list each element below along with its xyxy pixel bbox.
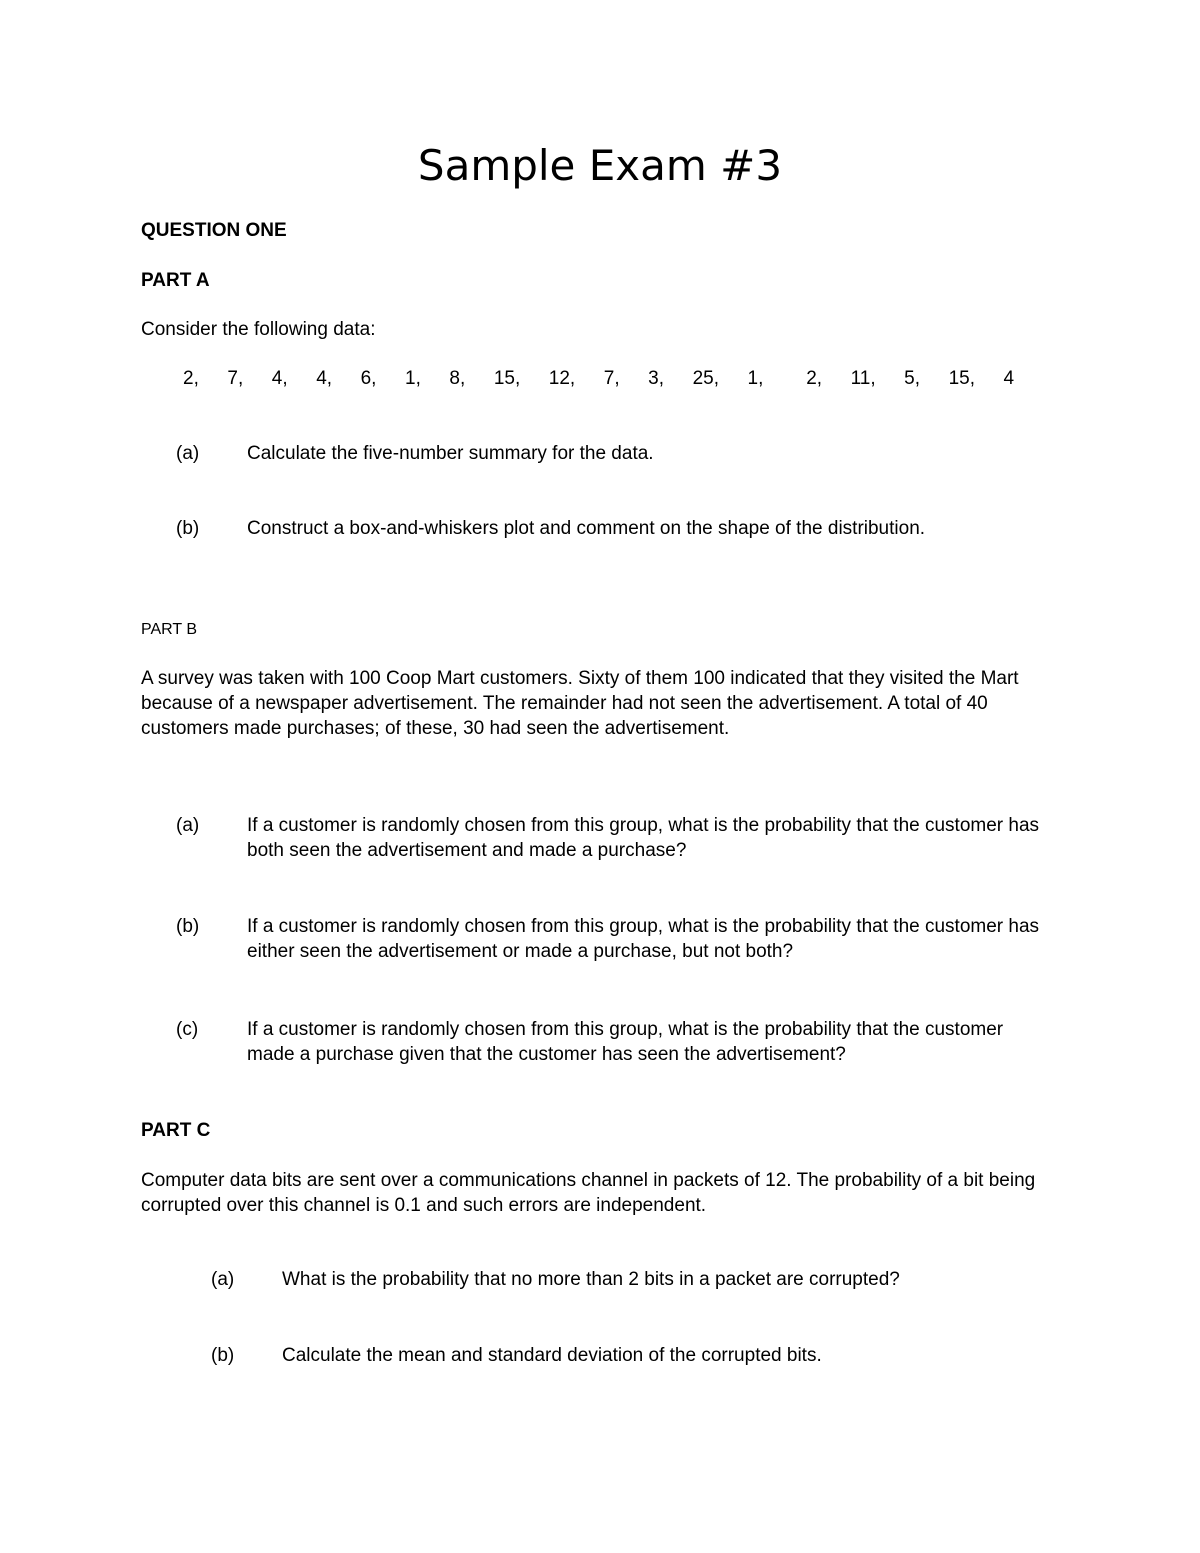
part-c-item-b-label: (b) [211, 1345, 235, 1366]
part-a-data-values: 2, 7, 4, 4, 6, 1, 8, 15, 12, 7, 3, 25, 1, 2, 11, 5, 15, 4 [183, 368, 1015, 389]
page-title: Sample Exam #3 [417, 141, 783, 190]
part-a-heading: PART A [141, 270, 210, 291]
part-b-paragraph: A survey was taken with 100 Coop Mart customers. Sixty of them 100 indicated that they visited the Mart because of a newspaper advertisement. The remainder had not seen the advertisement. A total of 40 customers made purchases; of these, 30 had seen the advertisement. [141, 668, 1019, 739]
part-c-heading: PART C [141, 1120, 211, 1141]
part-c-item-a-label: (a) [211, 1269, 235, 1290]
part-a-item-a-label: (a) [176, 443, 200, 464]
part-b-item-b-text: If a customer is randomly chosen from this group, what is the probability that the customer has either seen the advertisement or made a purchase, but not both? [247, 916, 1040, 962]
question-heading: QUESTION ONE [141, 220, 287, 241]
part-b-heading: PART B [141, 621, 198, 638]
part-c-paragraph: Computer data bits are sent over a communications channel in packets of 12. The probability of a bit being corrupted over this channel is 0.1 and such errors are independent. [141, 1170, 1036, 1216]
part-c-item-b-text: Calculate the mean and standard deviation of the corrupted bits. [282, 1345, 822, 1366]
part-b-item-c-label: (c) [176, 1019, 199, 1040]
part-b-item-a-text: If a customer is randomly chosen from this group, what is the probability that the customer has both seen the advertisement and made a purchase? [247, 815, 1040, 861]
part-a-item-b-label: (b) [176, 518, 200, 539]
part-b-item-c-text: If a customer is randomly chosen from this group, what is the probability that the customer made a purchase given that the customer has seen the advertisement? [247, 1019, 1004, 1065]
part-b-item-b-label: (b) [176, 916, 200, 937]
part-a-item-a-text: Calculate the five-number summary for the data. [247, 443, 654, 464]
part-b-item-a-label: (a) [176, 815, 200, 836]
part-a-intro: Consider the following data: [141, 319, 376, 340]
part-c-item-a-text: What is the probability that no more than 2 bits in a packet are corrupted? [282, 1269, 900, 1290]
part-a-item-b-text: Construct a box-and-whiskers plot and comment on the shape of the distribution. [247, 518, 926, 539]
